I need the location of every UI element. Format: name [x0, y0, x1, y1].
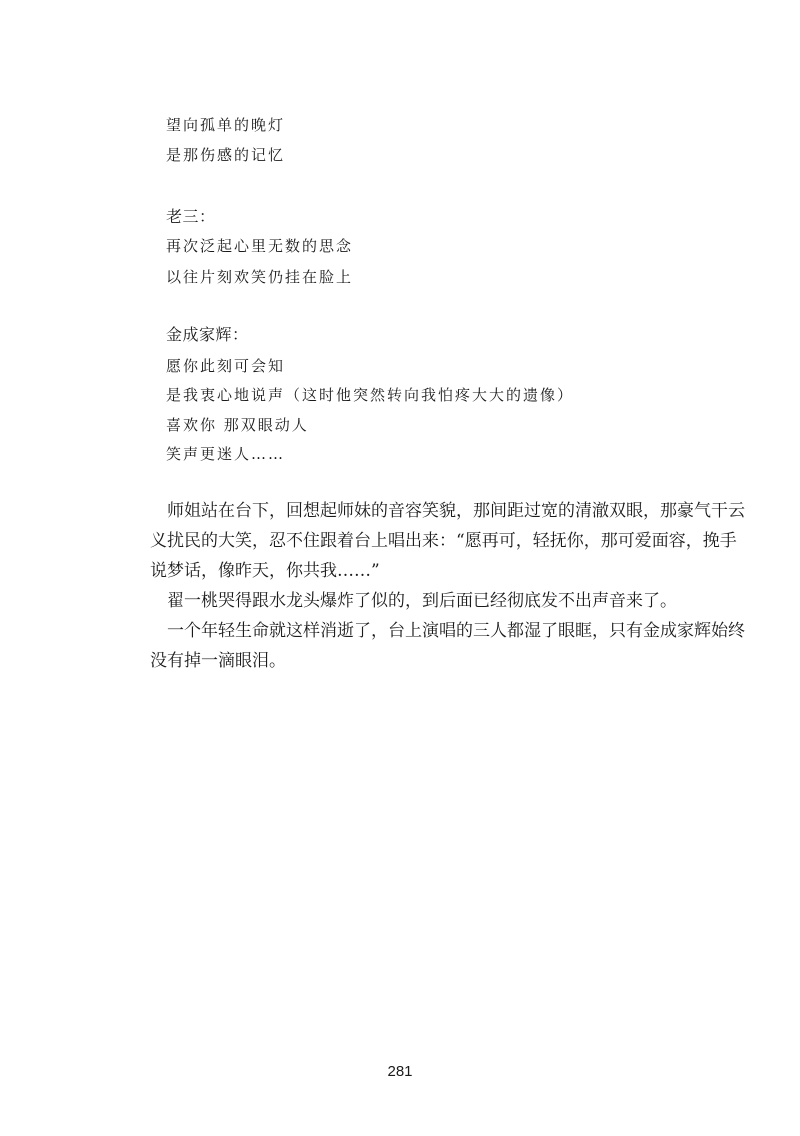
page-number: 281 — [387, 1063, 413, 1080]
lyric-line: 以往片刻欢笑仍挂在脸上 — [166, 268, 354, 286]
lyric-line: 是我衷心地说声（这时他突然转向我怕疼大大的遗像） — [166, 386, 575, 404]
speaker-label: 金成家辉： — [166, 325, 249, 344]
lyric-line: 愿你此刻可会知 — [166, 357, 286, 375]
prose-body — [150, 496, 750, 676]
lyric-line: 再次泛起心里无数的思念 — [166, 237, 354, 255]
lyric-line: 喜欢你 那双眼动人 — [166, 416, 309, 434]
paragraph: 师姐站在台下，回想起师妹的音容笑貌，那间距过宽的清澈双眼，那豪气干云义扰民的大笑，忍不住跟着台上唱出来：“愿再可，轻抚你，那可爱面容，挽手说梦话，像昨天，你共我……” — [150, 501, 745, 581]
lyric-line: 望向孤单的晚灯 — [166, 116, 286, 134]
paragraph: 一个年轻生命就这样消逝了，台上演唱的三人都湿了眼眶，只有金成家辉始终没有掉一滴眼泪。 — [150, 621, 745, 671]
lyric-line: 笑声更迷人…… — [166, 445, 286, 463]
speaker-label: 老三： — [166, 207, 216, 226]
lyric-line: 是那伤感的记忆 — [166, 146, 286, 164]
paragraph: 翟一桃哭得跟水龙头爆炸了似的，到后面已经彻底发不出声音来了。 — [167, 591, 677, 611]
